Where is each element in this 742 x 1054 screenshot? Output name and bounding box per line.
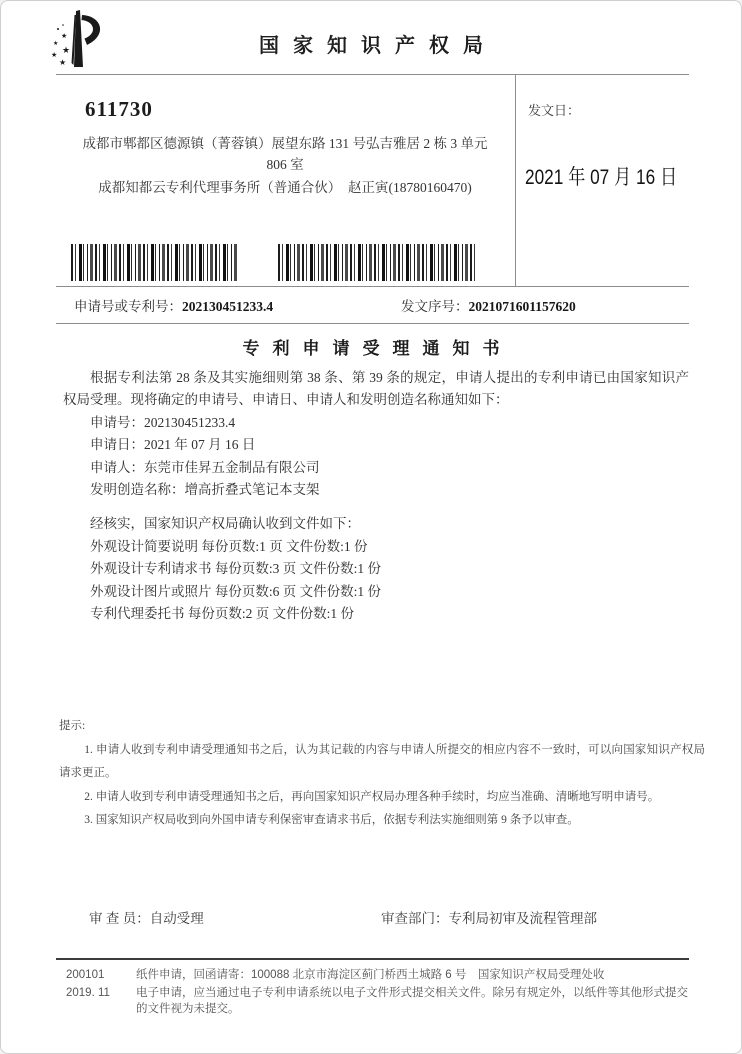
examiner <box>89 907 204 927</box>
examiner-label: 审 查 员： <box>89 911 150 926</box>
field-application-date: 申请日：2021 年 07 月 16 日 <box>90 437 256 453</box>
svg-text:★: ★ <box>53 41 59 47</box>
tips-label: 提示: <box>59 720 86 732</box>
svg-text:★: ★ <box>59 58 67 67</box>
dispatch-serial <box>401 295 576 315</box>
field-applicant: 申请人：东莞市佳昇五金制品有限公司 <box>90 459 320 475</box>
footer-divider <box>56 958 689 960</box>
divider-below-ref-row <box>56 323 689 324</box>
received-doc-item: 专利代理委托书 每份页数:2 页 文件份数:1 份 <box>90 606 355 622</box>
footer-paper-filing-note: 纸件申请，回函请寄：100088 北京市海淀区蓟门桥西土城路 6 号 国家知识产权局受理处收 <box>136 969 605 981</box>
received-doc-item: 外观设计简要说明 每份页数:1 页 文件份数:1 份 <box>90 538 368 554</box>
svg-text:★: ★ <box>62 45 71 55</box>
footer-revision-date: 2019. 11 <box>66 986 110 999</box>
agency-line: 成都知都云专利代理事务所（普通合伙） 赵正寅(18780160470) <box>98 180 472 195</box>
mailing-address <box>59 133 511 198</box>
application-number <box>74 295 273 315</box>
tips-section <box>59 715 705 833</box>
footer-efiling-note: 电子申请，应当通过电子专利申请系统以电子文件形式提交相关文件。除另有规定外，以纸件等其他形式提交的文件视为未提交。 <box>136 986 688 1015</box>
intro-paragraph: 根据专利法第 28 条及其实施细则第 38 条、第 39 条的规定，申请人提出的专利申请已由国家知识产权局受理。现将确定的申请号、申请日、申请人和发明创造名称通知如下： <box>63 370 689 408</box>
issue-date-value: 2021 年 07 月 16 日 <box>525 166 678 189</box>
application-number-value: 202130451233.4 <box>182 299 274 314</box>
barcode-left <box>71 244 238 281</box>
department-value: 专利局初审及流程管理部 <box>448 911 597 926</box>
department-label: 审查部门： <box>381 911 449 926</box>
department <box>381 907 597 927</box>
notice-body <box>63 367 689 625</box>
dispatch-serial-label: 发文序号： <box>401 299 469 314</box>
office-name: 国家知识产权局 <box>259 35 497 57</box>
received-doc-item: 外观设计专利请求书 每份页数:3 页 文件份数:1 份 <box>90 561 382 577</box>
svg-text:★: ★ <box>61 32 68 40</box>
received-doc-item: 外观设计图片或照片 每份页数:6 页 文件份数:1 份 <box>90 583 382 599</box>
postal-code: 611730 <box>85 97 153 121</box>
header-divider <box>56 74 689 75</box>
dispatch-serial-value: 2021071601157620 <box>468 299 576 314</box>
issue-date-label: 发文日： <box>528 103 581 118</box>
divider-above-ref-row <box>56 286 689 287</box>
tip-item: 1. 申请人收到专利申请受理通知书之后，认为其记载的内容与申请人所提交的相应内容不一致时，可以向国家知识产权局请求更正。 <box>59 743 705 779</box>
footer-form-code: 200101 <box>66 969 105 981</box>
field-application-number: 申请号：202130451233.4 <box>90 414 236 430</box>
date-box-divider <box>515 75 516 286</box>
tip-item: 3. 国家知识产权局收到向外国申请专利保密审查请求书后，依据专利法实施细则第 9 条予以审查。 <box>84 814 579 826</box>
svg-text:★: ★ <box>51 51 58 59</box>
tip-item: 2. 申请人收到专利申请受理通知书之后，再向国家知识产权局办理各种手续时，均应当准确、清晰地写明申请号。 <box>84 790 660 803</box>
examiner-value: 自动受理 <box>149 911 204 926</box>
received-documents-intro: 经核实，国家知识产权局确认收到文件如下： <box>90 516 360 532</box>
address-line-1: 成都市郫都区德源镇（菁蓉镇）展望东路 131 号弘吉雅居 2 栋 3 单元 <box>82 136 488 151</box>
field-invention-title: 发明创造名称：增高折叠式笔记本支架 <box>90 482 320 498</box>
application-number-label: 申请号或专利号： <box>74 299 182 314</box>
address-line-2: 806 室 <box>266 157 304 172</box>
barcode-right <box>278 244 475 281</box>
notice-title: 专利申请受理通知书 <box>242 339 513 358</box>
footer-notes <box>66 967 696 1018</box>
